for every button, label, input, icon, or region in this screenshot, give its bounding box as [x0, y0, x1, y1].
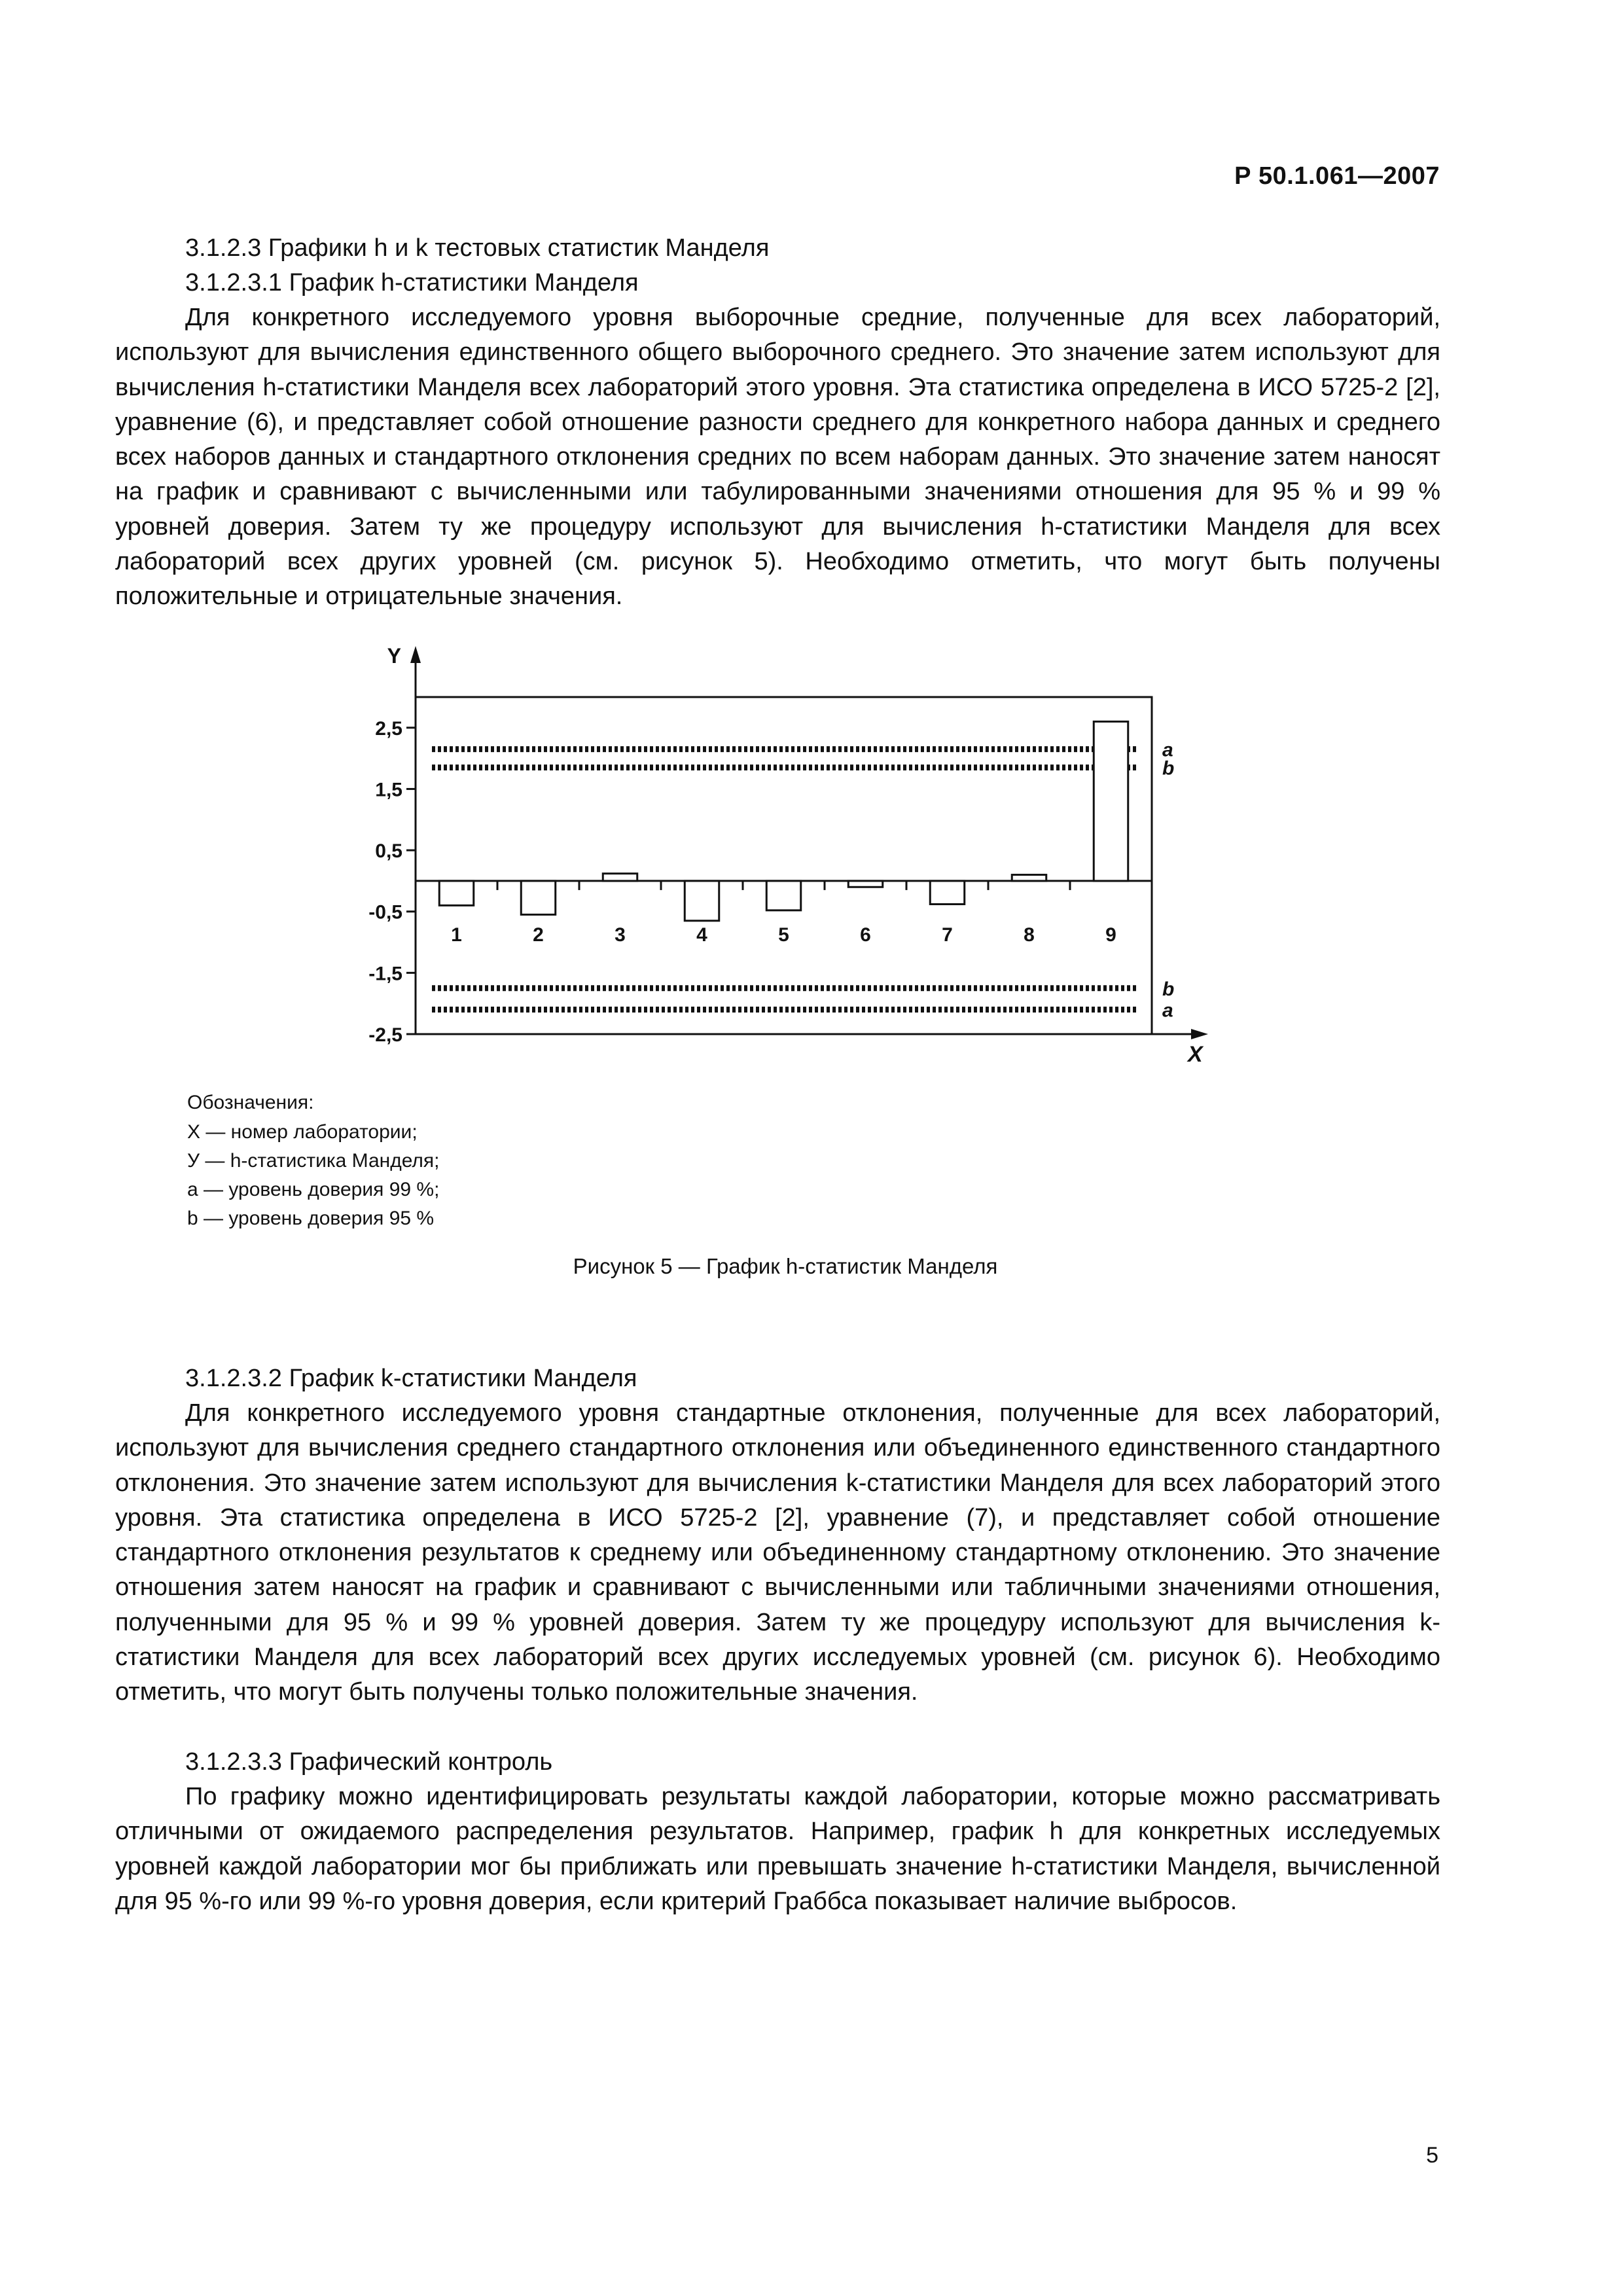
legend-item-y: У — h-статистика Манделя;	[187, 1150, 440, 1172]
section-heading-graphic-control: 3.1.2.3.3 Графический контроль	[185, 1748, 553, 1776]
section-heading-graphs: 3.1.2.3 Графики h и k тестовых статистик Манделя	[185, 234, 770, 262]
x-axis-label: X	[1188, 1042, 1203, 1067]
x-tick-label: 5	[778, 924, 789, 946]
bar	[1094, 721, 1128, 880]
bar	[1012, 875, 1046, 881]
page-number: 5	[1426, 2143, 1438, 2168]
paragraph-h-statistic: Для конкретного исследуемого уровня выборочные средние, полученные для всех лабораторий, используют для вычисления единственного общего выборочного среднего. Это значение затем используют для вычисления h-статистики Манделя всех лабораторий этого уровня. Эта статистика определена в ИСО 5725-2 [2], уравнение (6), и представляет собой отношение разности среднего для конкретного набора данных и среднего всех наборов данных и стандартного отклонения средних по всем наборам данных. Это значение затем наносят на график и сравнивают с вычисленными или табулированными значениями отношения для 95 % и 99 % уровней доверия. Затем ту же процедуру используют для вычисления h-статистики Манделя для всех лабораторий всех других уровней (см. рисунок 5). Необходимо отметить, что могут быть получены положительные и отрицательные значения.	[115, 304, 1440, 611]
bar	[848, 881, 883, 887]
x-tick-label: 6	[860, 924, 871, 946]
section-heading-k-statistic: 3.1.2.3.2 График k-статистики Манделя	[185, 1365, 637, 1392]
section-heading-h-statistic: 3.1.2.3.1 График h-статистики Манделя	[185, 269, 639, 296]
x-tick-label: 1	[451, 924, 462, 946]
x-tick-label: 2	[533, 924, 544, 946]
y-axis-arrow	[410, 646, 421, 663]
reference-label-a: a	[1162, 739, 1173, 761]
bar	[685, 881, 719, 921]
legend-item-b: b — уровень доверия 95 %	[187, 1208, 435, 1229]
x-tick-label: 9	[1105, 924, 1116, 946]
y-tick-label: 0,5	[375, 840, 402, 863]
bar	[439, 881, 474, 905]
x-tick-label: 7	[942, 924, 953, 946]
bar	[521, 881, 556, 915]
legend-title: Обозначения:	[187, 1092, 314, 1113]
bar	[603, 874, 637, 881]
reference-label-b: b	[1162, 757, 1175, 780]
legend-item-x: X — номер лаборатории;	[187, 1121, 418, 1143]
h-statistic-chart	[353, 638, 1257, 1070]
paragraph-k-statistic: Для конкретного исследуемого уровня стандартные отклонения, полученные для всех лабораторий, используют для вычисления среднего стандартного отклонения или объединенного единственного стандартного отклонения. Это значение затем используют для вычисления k-статистики Манделя для всех лабораторий этого уровня. Эта статистика определена в ИСО 5725-2 [2], уравнение (7), и представляет собой отношение стандартного отклонения результатов к среднему или объединенному стандартному отклонению. Это значение отношения затем наносят на график и сравнивают с вычисленными или табличными значениями отношения, полученными для 95 % и 99 % уровней доверия. Затем ту же процедуру используют для вычисления k-статистики Манделя для всех лабораторий всех других исследуемых уровней (см. рисунок 6). Необходимо отметить, что могут быть получены только положительные значения.	[115, 1399, 1440, 1706]
bar	[766, 881, 801, 910]
paragraph-graphic-control: По графику можно идентифицировать результаты каждой лаборатории, которые можно рассматривать отличными от ожидаемого распределения результатов. Например, график h для конкретных исследуемых уровней каждой лаборатории мог бы приближать или превышать значение h-статистики Манделя, вычисленной для 95 %-го или 99 %-го уровня доверия, если критерий Граббса показывает наличие выбросов.	[115, 1783, 1440, 1915]
x-axis-arrow	[1191, 1029, 1208, 1039]
x-tick-label: 4	[696, 924, 707, 946]
bar	[930, 881, 965, 905]
document-number: Р 50.1.061—2007	[1234, 162, 1440, 190]
figure-caption: Рисунок 5 — График h-статистик Манделя	[573, 1254, 998, 1278]
x-tick-label: 8	[1024, 924, 1035, 946]
y-tick-label: 1,5	[375, 779, 402, 801]
y-tick-label: 2,5	[375, 717, 402, 740]
y-tick-label: -2,5	[368, 1024, 402, 1046]
y-tick-label: -1,5	[368, 963, 402, 985]
y-axis-label: Y	[387, 644, 401, 668]
x-tick-label: 3	[615, 924, 626, 946]
y-tick-label: -0,5	[368, 901, 402, 924]
reference-label-b: b	[1162, 978, 1175, 1000]
legend-item-a: a — уровень доверия 99 %;	[187, 1179, 440, 1200]
reference-label-a: a	[1162, 999, 1173, 1022]
